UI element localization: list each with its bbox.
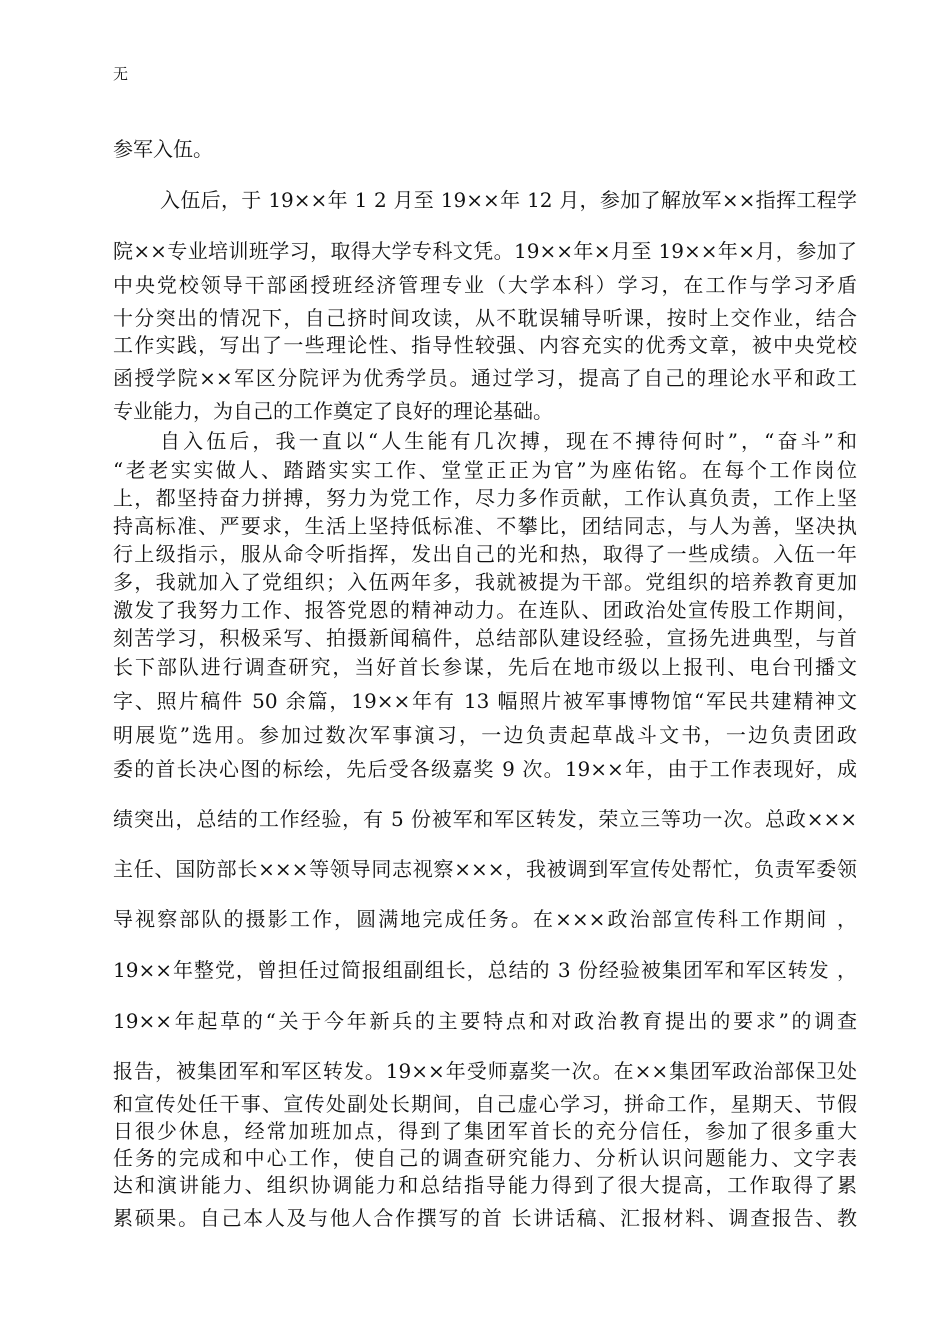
text-line-5: 十分突出的情况下，自己挤时间攻读，从不耽误辅导听课，按时上交作业，结合	[113, 306, 857, 330]
text-line-8: 专业能力，为自己的工作奠定了良好的理论基础。	[113, 399, 553, 423]
text-line-2: 入伍后，于 19××年 1 2 月至 19××年 12 月，参加了解放军××指挥工程学	[160, 188, 857, 212]
text-line-29: 任务的完成和中心工作，使自己的调查研究能力、分析认识问题能力、文字表	[113, 1146, 857, 1170]
text-line-15: 激发了我努力工作、报答党恩的精神动力。在连队、团政治处宣传股工作期间，	[113, 598, 857, 622]
text-line-7: 函授学院××军区分院评为优秀学员。通过学习，提高了自己的理论水平和政工	[113, 366, 857, 390]
text-line-23: 导视察部队的摄影工作，圆满地完成任务。在×××政治部宣传科工作期间 ，	[113, 907, 857, 931]
text-line-12: 持高标准、严要求，生活上坚持低标准、不攀比，团结同志，与人为善，坚决执	[113, 514, 857, 538]
text-line-28: 日很少休息，经常加班加点，得到了集团军首长的充分信任，参加了很多重大	[113, 1119, 857, 1143]
text-line-19: 明展览”选用。参加过数次军事演习，一边负责起草战斗文书，一边负责团政	[113, 723, 857, 747]
text-line-27: 和宣传处任干事、宣传处副处长期间，自己虚心学习，拼命工作，星期天、节假	[113, 1092, 857, 1116]
page-header: 无	[113, 65, 129, 83]
text-line-14: 多，我就加入了党组织；入伍两年多，我就被提为干部。党组织的培养教育更加	[113, 570, 857, 594]
text-line-31: 累硕果。自己本人及与他人合作撰写的首 长讲话稿、汇报材料、调查报告、教	[113, 1206, 857, 1230]
text-line-11: 上，都坚持奋力拼搏，努力为党工作，尽力多作贡献，工作认真负责，工作上坚	[113, 486, 857, 510]
text-line-13: 行上级指示，服从命令听指挥，发出自己的光和热，取得了一些成绩。入伍一年	[113, 542, 857, 566]
text-line-9: 自入伍后，我一直以“人生能有几次搏，现在不搏待何时”，“奋斗”和	[160, 429, 857, 453]
text-line-20: 委的首长决心图的标绘，先后受各级嘉奖 9 次。19××年，由于工作表现好，成	[113, 757, 857, 781]
text-line-4: 中央党校领导干部函授班经济管理专业（大学本科）学习，在工作与学习矛盾	[113, 273, 857, 297]
text-line-10: “老老实实做人、踏踏实实工作、堂堂正正为官”为座佑铭。在每个工作岗位	[113, 458, 857, 482]
text-line-3: 院××专业培训班学习，取得大学专科文凭。19××年×月至 19××年×月，参加了	[113, 239, 857, 263]
text-line-1: 参军入伍。	[113, 137, 213, 161]
text-line-6: 工作实践，写出了一些理论性、指导性较强、内容充实的优秀文章，被中央党校	[113, 333, 857, 357]
text-line-21: 绩突出，总结的工作经验，有 5 份被军和军区转发，荣立三等功一次。总政×××	[113, 807, 857, 831]
text-line-16: 刻苦学习，积极采写、拍摄新闻稿件，总结部队建设经验，宣扬先进典型，与首	[113, 626, 857, 650]
text-line-30: 达和演讲能力、组织协调能力和总结指导能力得到了很大提高，工作取得了累	[113, 1173, 857, 1197]
text-line-18: 字、照片稿件 50 余篇，19××年有 13 幅照片被军事博物馆“军民共建精神文	[113, 689, 857, 713]
text-line-24: 19××年整党，曾担任过简报组副组长，总结的 3 份经验被集团军和军区转发 ，	[113, 958, 857, 982]
text-line-26: 报告，被集团军和军区转发。19××年受师嘉奖一次。在××集团军政治部保卫处	[113, 1059, 857, 1083]
text-line-25: 19××年起草的“关于今年新兵的主要特点和对政治教育提出的要求”的调查	[113, 1009, 857, 1033]
text-line-17: 长下部队进行调查研究，当好首长参谋，先后在地市级以上报刊、电台刊播文	[113, 655, 857, 679]
text-line-22: 主任、国防部长×××等领导同志视察×××，我被调到军宣传处帮忙，负责军委领	[113, 857, 857, 881]
